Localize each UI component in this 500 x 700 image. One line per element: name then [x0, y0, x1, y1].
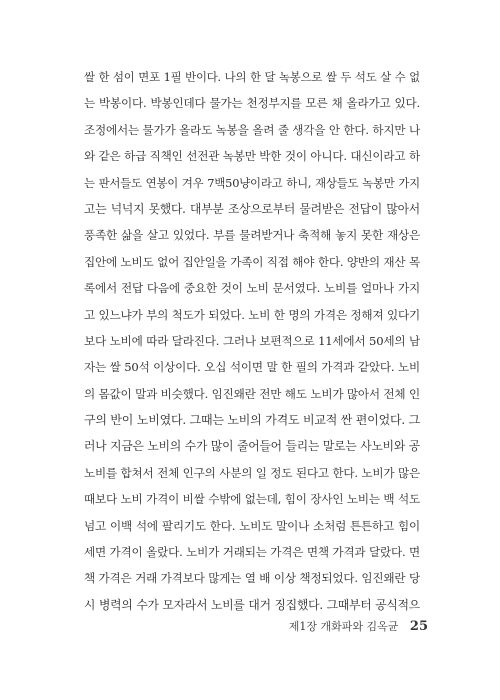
- text-line: 시 병력의 수가 모자라서 노비를 대거 징집했다. 그때부터 공식적으: [84, 597, 420, 612]
- text-line: 고 있느냐가 부의 척도가 되었다. 노비 한 명의 가격은 정해져 있다기: [84, 307, 420, 322]
- text-line: 집안에 노비도 없어 집안일을 가족이 직접 해야 한다. 양반의 재산 목: [84, 254, 420, 269]
- text-line: 노비를 합쳐서 전체 인구의 사분의 일 정도 된다고 한다. 노비가 많은: [84, 465, 420, 480]
- text-line: 의 몸값이 말과 비슷했다. 임진왜란 전만 해도 노비가 많아서 전체 인: [84, 386, 420, 401]
- text-line: 조정에서는 물가가 올라도 녹봉을 올려 줄 생각을 안 한다. 하지만 나: [84, 122, 420, 137]
- text-line: 록에서 전답 다음에 중요한 것이 노비 문서였다. 노비를 얼마나 가지: [84, 281, 420, 296]
- text-line: 넘고 이백 석에 팔리기도 한다. 노비도 말이나 소처럼 튼튼하고 힘이: [84, 518, 420, 533]
- text-line: 러나 지금은 노비의 수가 많이 줄어들어 들리는 말로는 사노비와 공: [84, 439, 420, 454]
- text-line: 는 박봉이다. 박봉인데다 물가는 천정부지를 모른 채 올라가고 있다.: [84, 96, 420, 111]
- body-text: [84, 64, 420, 618]
- chapter-title: 제1장 개화파와 김옥균: [288, 620, 399, 633]
- text-line: 자는 쌀 50석 이상이다. 오십 석이면 말 한 필의 가격과 같았다. 노비: [84, 360, 420, 375]
- text-line: 풍족한 삶을 살고 있었다. 부를 물려받거나 축적해 놓지 못한 재상은: [84, 228, 420, 243]
- text-line: 는 판서들도 연봉이 겨우 7백50냥이라고 하니, 재상들도 녹봉만 가지: [84, 175, 420, 190]
- text-line: 쌀 한 섬이 면포 1필 반이다. 나의 한 달 녹봉으로 쌀 두 석도 살 수 없: [84, 70, 420, 84]
- text-line: 보다 노비에 따라 달라진다. 그러나 보편적으로 11세에서 50세의 남: [84, 333, 420, 348]
- text-line: 구의 반이 노비였다. 그때는 노비의 가격도 비교적 싼 편이었다. 그: [84, 413, 420, 428]
- text-line: 고는 넉넉지 못했다. 대부분 조상으로부터 물려받은 전답이 많아서: [84, 201, 420, 216]
- page-number: 25: [409, 619, 428, 634]
- text-line: 세면 가격이 올랐다. 노비가 거래되는 가격은 면책 가격과 달랐다. 면: [84, 545, 420, 560]
- page-footer: [289, 618, 428, 634]
- text-line: 책 가격은 거래 가격보다 많게는 열 배 이상 책정되었다. 임진왜란 당: [84, 571, 420, 586]
- text-line: 와 같은 하급 직책인 선전관 녹봉만 박한 것이 아니다. 대신이라고 하: [84, 149, 420, 164]
- text-line: 때보다 노비 가격이 비쌀 수밖에 없는데, 힘이 장사인 노비는 백 석도: [84, 492, 420, 507]
